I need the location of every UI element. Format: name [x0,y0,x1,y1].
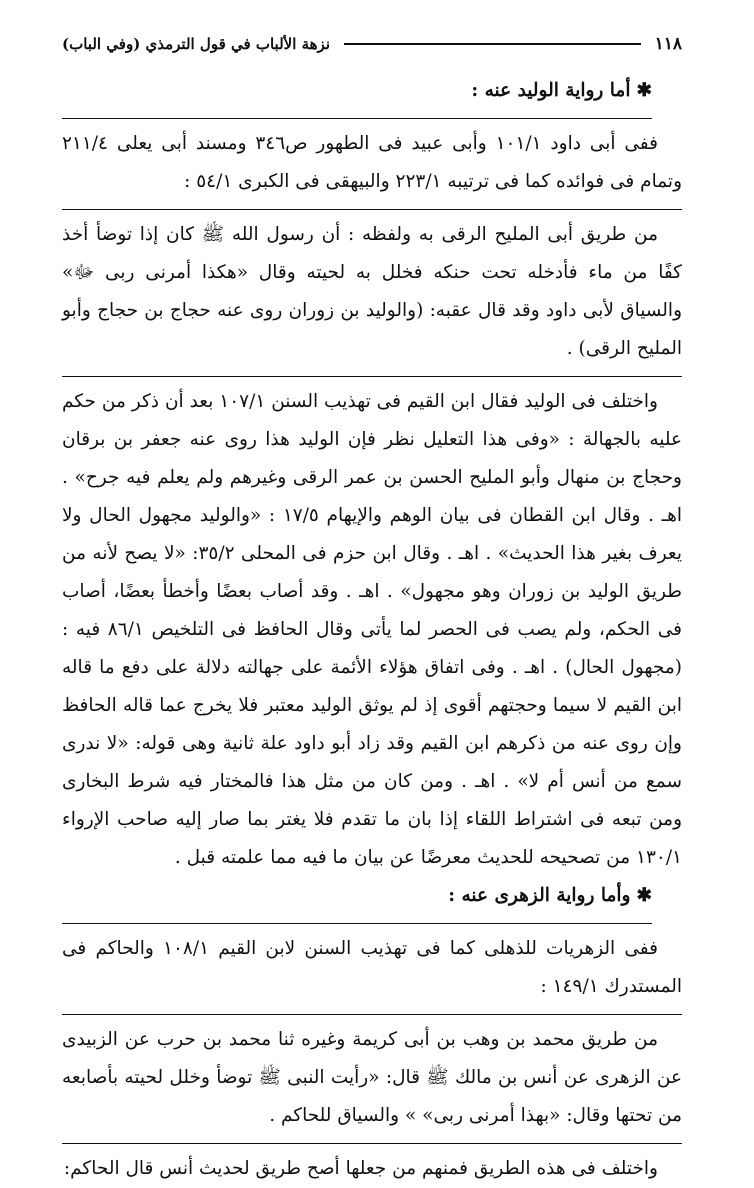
running-header [62,30,682,58]
section-heading-zuhri [62,877,652,915]
header-rule [344,43,641,45]
book-page [62,30,682,1188]
divider [62,118,652,119]
paragraph: من طريق أبى المليح الرقى به ولفظه : أن رسول الله ﷺ كان إذا توضأ أخذ كفًا من ماء فأدخله تحت حنكه فخلل به لحيته وقال «هكذا أمرنى ربى ﷻ» والسياق لأبى داود وقد قال عقبه: (والوليد بن زوران روى عنه حجاج بن حجاج وأبو المليح الرقى) . [62,224,682,359]
divider [62,1143,682,1144]
heading-text: أما رواية الوليد عنه : [471,80,631,101]
paragraph: واختلف فى الوليد فقال ابن القيم فى تهذيب السنن ١٠٧/١ بعد أن ذكر من حكم عليه بالجهالة : «وفى هذا التعليل نظر فإن الوليد هذا روى عنه جعفر بن برقان وحجاج بن منهال وأبو المليح الحسن بن عمر الرقى وغيرهم ولم يعلم فيه جرح» . اهـ . وقال ابن القطان فى بيان الوهم والإيهام ١٧/٥ : «والوليد مجهول الحال ولا يعرف بغير هذا الحديث» . اهـ . وقال ابن حزم فى المحلى ٣٥/٢: «لا يصح لأنه من طريق الوليد بن زوران وهو مجهول» . اهـ . وقد أصاب بعضًا وأخطأ بعضًا، أصاب فى الحكم، ولم يصب فى الحصر لما يأتى وقال الحافظ فى التلخيص ٨٦/١ فيه : (مجهول الحال) . اهـ . وفى اتفاق هؤلاء الأئمة على جهالته دلالة على دفع ما قاله ابن القيم لا سيما وحجتهم أقوى إذ لم يوثق الوليد معتبر فلا يخرج عما قاله الحافظ وإن روى عنه من ذكرهم ابن القيم وقد زاد أبو داود علة ثانية وهى قوله: «لا ندرى سمع من أنس أم لا» . اهـ . ومن كان من مثل هذا فالمختار فيه شرط البخارى ومن تبعه فى اشتراط اللقاء إذا بان ما تقدم فلا يغتر بما صار إليه صاحب الإرواء ١٣٠/١ من تصحيحه للحديث معرضًا عن بيان ما فيه مما علمته قبل . [62,391,682,868]
divider [62,209,682,210]
divider [62,376,682,377]
paragraph: واختلف فى هذه الطريق فمنهم من جعلها أصح طريق لحديث أنس قال الحاكم: [63,1158,658,1179]
divider [62,1014,682,1015]
running-title: نزهة الألباب في قول الترمذي (وفي الباب) [62,35,330,53]
heading-text: وأما رواية الزهرى عنه : [448,885,631,906]
page-number: ١١٨ [654,34,682,54]
paragraph: ففى الزهريات للذهلى كما فى تهذيب السنن لابن القيم ١٠٨/١ والحاكم فى المستدرك ١٤٩/١ : [62,938,682,997]
paragraph: ففى أبى داود ١٠١/١ وأبى عبيد فى الطهور ص٣٤٦ ومسند أبى يعلى ٢١١/٤ وتمام فى فوائده كما فى ترتيبه ٢٢٣/١ والبيهقى فى الكبرى ٥٤/١ : [62,133,682,192]
divider [62,923,652,924]
star-icon: ✱ [636,885,652,906]
paragraph: من طريق محمد بن وهب بن أبى كريمة وغيره ثنا محمد بن حرب عن الزبيدى عن الزهرى عن أنس بن مالك ﷺ قال: «رأيت النبى ﷺ توضأ وخلل لحيته بأصابعه من تحتها وقال: «بهذا أمرنى ربى» » والسياق للحاكم . [62,1029,682,1126]
section-heading-walid [62,72,652,110]
star-icon: ✱ [636,80,652,101]
